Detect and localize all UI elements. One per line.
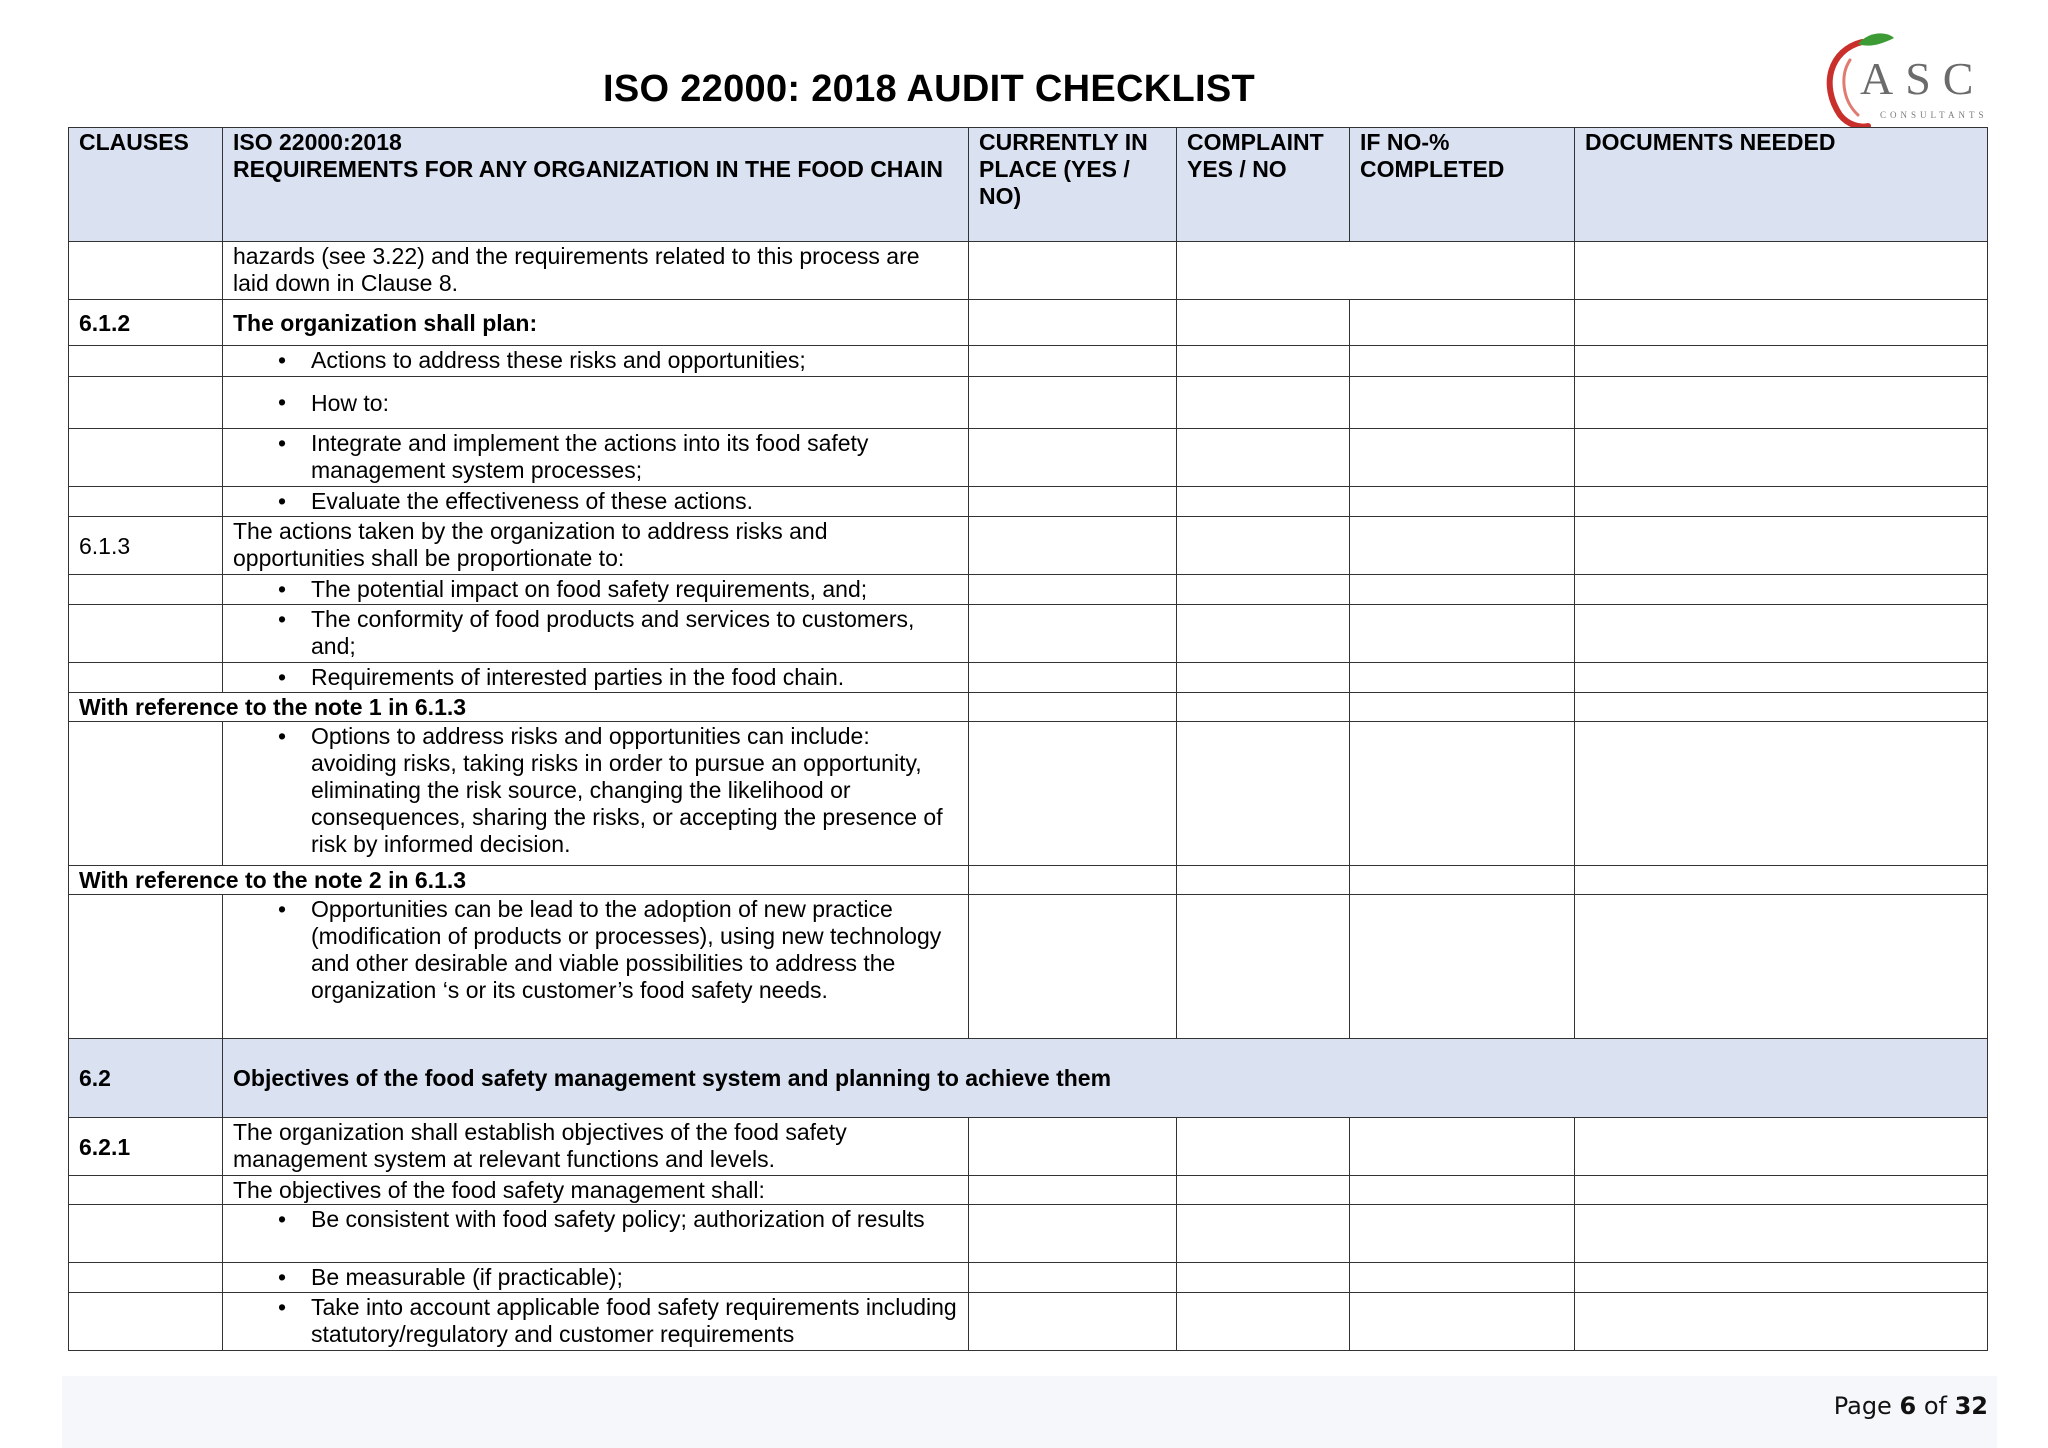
audit-checklist-table [68,127,1988,1351]
requirement-bullet: • Requirements of interested parties in the food chain. [223,663,969,693]
complaint-cell[interactable] [1177,487,1350,517]
complaint-cell[interactable] [1177,866,1350,895]
bullet-icon: • [278,1294,287,1320]
if-no-cell[interactable] [1350,377,1575,429]
if-no-cell[interactable] [1350,1176,1575,1205]
bullet-icon: • [278,430,287,456]
if-no-cell[interactable] [1350,517,1575,575]
clause-number: 6.1.2 [69,300,223,346]
currently-cell[interactable] [969,663,1177,693]
documents-cell[interactable] [1575,1205,1988,1263]
table-row [69,1293,1988,1351]
bullet-icon: • [278,664,287,690]
table-row [69,1176,1988,1205]
currently-cell[interactable] [969,300,1177,346]
requirement-bullet: • Take into account applicable food safety requirements including statutory/regulatory and customer requirements [223,1293,969,1351]
complaint-cell[interactable] [1177,895,1350,1039]
documents-cell[interactable] [1575,1293,1988,1351]
currently-cell[interactable] [969,1293,1177,1351]
documents-cell[interactable] [1575,1176,1988,1205]
bullet-icon: • [278,1206,287,1232]
company-logo [1810,30,2000,130]
requirement-bullet: • Options to address risks and opportunities can include: avoiding risks, taking risks in order to pursue an opportunity, eliminating the risk source, changing the likelihood or consequences, sharing the risks, or accepting the presence of risk by informed decision. [223,722,969,866]
if-no-cell[interactable] [1350,895,1575,1039]
table-row [69,429,1988,487]
if-no-cell[interactable] [1350,1118,1575,1176]
table-row [69,605,1988,663]
header-requirements-line1: ISO 22000:2018 [233,129,402,155]
if-no-cell[interactable] [1350,605,1575,663]
bullet-icon: • [278,606,287,632]
clause-number: 6.1.3 [69,517,223,575]
table-row [69,346,1988,377]
table-row [69,866,1988,895]
table-row [69,377,1988,429]
page-number: Page 6 of 32 [1833,1392,1988,1420]
currently-cell[interactable] [969,429,1177,487]
table-row [69,1205,1988,1263]
bullet-icon: • [278,389,287,415]
if-no-cell[interactable] [1350,722,1575,866]
header-clauses: CLAUSES [69,128,223,242]
complaint-cell[interactable] [1177,1176,1350,1205]
documents-cell[interactable] [1575,895,1988,1039]
bullet-icon: • [278,347,287,373]
documents-cell[interactable] [1575,693,1988,722]
clause-number: 6.2.1 [69,1118,223,1176]
documents-cell[interactable] [1575,377,1988,429]
if-no-cell[interactable] [1350,487,1575,517]
currently-cell[interactable] [969,693,1177,722]
if-no-cell[interactable] [1350,866,1575,895]
documents-cell[interactable] [1575,346,1988,377]
complaint-cell[interactable] [1177,242,1575,300]
if-no-cell[interactable] [1350,1205,1575,1263]
currently-cell[interactable] [969,866,1177,895]
currently-cell[interactable] [969,1263,1177,1293]
if-no-cell[interactable] [1350,1263,1575,1293]
bullet-icon: • [278,576,287,602]
currently-cell[interactable] [969,1118,1177,1176]
table-row [69,575,1988,605]
section-row [69,1039,1988,1118]
table-row [69,895,1988,1039]
complaint-cell[interactable] [1177,722,1350,866]
requirement-bullet: • Evaluate the effectiveness of these actions. [223,487,969,517]
if-no-cell[interactable] [1350,693,1575,722]
header-documents-needed: DOCUMENTS NEEDED [1575,128,1988,242]
documents-cell[interactable] [1575,1263,1988,1293]
complaint-cell[interactable] [1177,300,1350,346]
currently-cell[interactable] [969,575,1177,605]
bullet-icon: • [278,896,287,922]
complaint-cell[interactable] [1177,517,1350,575]
header-if-no-completed: IF NO-% COMPLETED [1350,128,1575,242]
if-no-cell[interactable] [1350,663,1575,693]
table-row [69,1118,1988,1176]
bullet-icon: • [278,1264,287,1290]
complaint-cell[interactable] [1177,377,1350,429]
header-requirements [223,128,969,242]
complaint-cell[interactable] [1177,346,1350,377]
documents-cell[interactable] [1575,1118,1988,1176]
header-currently-in-place: CURRENTLY IN PLACE (YES / NO) [969,128,1177,242]
documents-cell[interactable] [1575,722,1988,866]
requirement-text: hazards (see 3.22) and the requirements related to this process are laid down in Clause 8. [223,242,969,300]
section-clause-number: 6.2 [69,1039,223,1118]
currently-cell[interactable] [969,487,1177,517]
currently-cell[interactable] [969,346,1177,377]
currently-cell[interactable] [969,895,1177,1039]
header-requirements-line2: REQUIREMENTS FOR ANY ORGANIZATION IN THE FOOD CHAIN [233,156,944,182]
complaint-cell[interactable] [1177,1205,1350,1263]
table-row [69,693,1988,722]
table-row [69,517,1988,575]
complaint-cell[interactable] [1177,1263,1350,1293]
if-no-cell[interactable] [1350,300,1575,346]
currently-cell[interactable] [969,1176,1177,1205]
documents-cell[interactable] [1575,605,1988,663]
if-no-cell[interactable] [1350,1293,1575,1351]
requirement-bullet: • Be measurable (if practicable); [223,1263,969,1293]
documents-cell[interactable] [1575,663,1988,693]
if-no-cell[interactable] [1350,575,1575,605]
table-row [69,300,1988,346]
complaint-cell[interactable] [1177,429,1350,487]
complaint-cell[interactable] [1177,575,1350,605]
current-page: 6 [1899,1392,1917,1420]
requirement-text: The organization shall plan: [223,300,969,346]
documents-cell[interactable] [1575,487,1988,517]
documents-cell[interactable] [1575,242,1988,300]
note-reference: With reference to the note 1 in 6.1.3 [69,693,969,722]
documents-cell[interactable] [1575,866,1988,895]
requirement-bullet: • The conformity of food products and services to customers, and; [223,605,969,663]
table-row [69,663,1988,693]
if-no-cell[interactable] [1350,346,1575,377]
currently-cell[interactable] [969,242,1177,300]
complaint-cell[interactable] [1177,1293,1350,1351]
currently-cell[interactable] [969,377,1177,429]
total-pages: 32 [1954,1392,1988,1420]
documents-cell[interactable] [1575,300,1988,346]
requirement-bullet: • Integrate and implement the actions into its food safety management system processes; [223,429,969,487]
table-row [69,487,1988,517]
complaint-cell[interactable] [1177,663,1350,693]
requirement-text: The objectives of the food safety management shall: [223,1176,969,1205]
documents-cell[interactable] [1575,429,1988,487]
requirement-bullet: • Be consistent with food safety policy; authorization of results [223,1205,969,1263]
logo-subtext: CONSULTANTS [1880,110,1988,120]
table-row [69,1263,1988,1293]
note-reference: With reference to the note 2 in 6.1.3 [69,866,969,895]
requirement-text: The actions taken by the organization to address risks and opportunities shall be proportionate to: [223,517,969,575]
table-row [69,722,1988,866]
documents-cell[interactable] [1575,575,1988,605]
complaint-cell[interactable] [1177,1118,1350,1176]
page-title: ISO 22000: 2018 AUDIT CHECKLIST [603,68,1255,110]
logo-text: ASC [1860,53,1986,104]
bullet-icon: • [278,488,287,514]
table-row [69,242,1988,300]
requirement-bullet: • Opportunities can be lead to the adoption of new practice (modification of products or processes), using new technology and other desirable and viable possibilities to address the organization ‘s or its customer’s food safety needs. [223,895,969,1039]
footer-band [62,1376,1997,1448]
if-no-cell[interactable] [1350,429,1575,487]
currently-cell[interactable] [969,1205,1177,1263]
requirement-bullet: • The potential impact on food safety requirements, and; [223,575,969,605]
complaint-cell[interactable] [1177,605,1350,663]
requirement-bullet: • Actions to address these risks and opportunities; [223,346,969,377]
header-complaint: COMPLAINT YES / NO [1177,128,1350,242]
bullet-icon: • [278,723,287,749]
table-header-row [69,128,1988,242]
documents-cell[interactable] [1575,517,1988,575]
requirement-text: The organization shall establish objectives of the food safety management system at relevant functions and levels. [223,1118,969,1176]
section-title: Objectives of the food safety management system and planning to achieve them [223,1039,1988,1118]
currently-cell[interactable] [969,605,1177,663]
currently-cell[interactable] [969,517,1177,575]
requirement-bullet: • How to: [223,377,969,429]
complaint-cell[interactable] [1177,693,1350,722]
currently-cell[interactable] [969,722,1177,866]
